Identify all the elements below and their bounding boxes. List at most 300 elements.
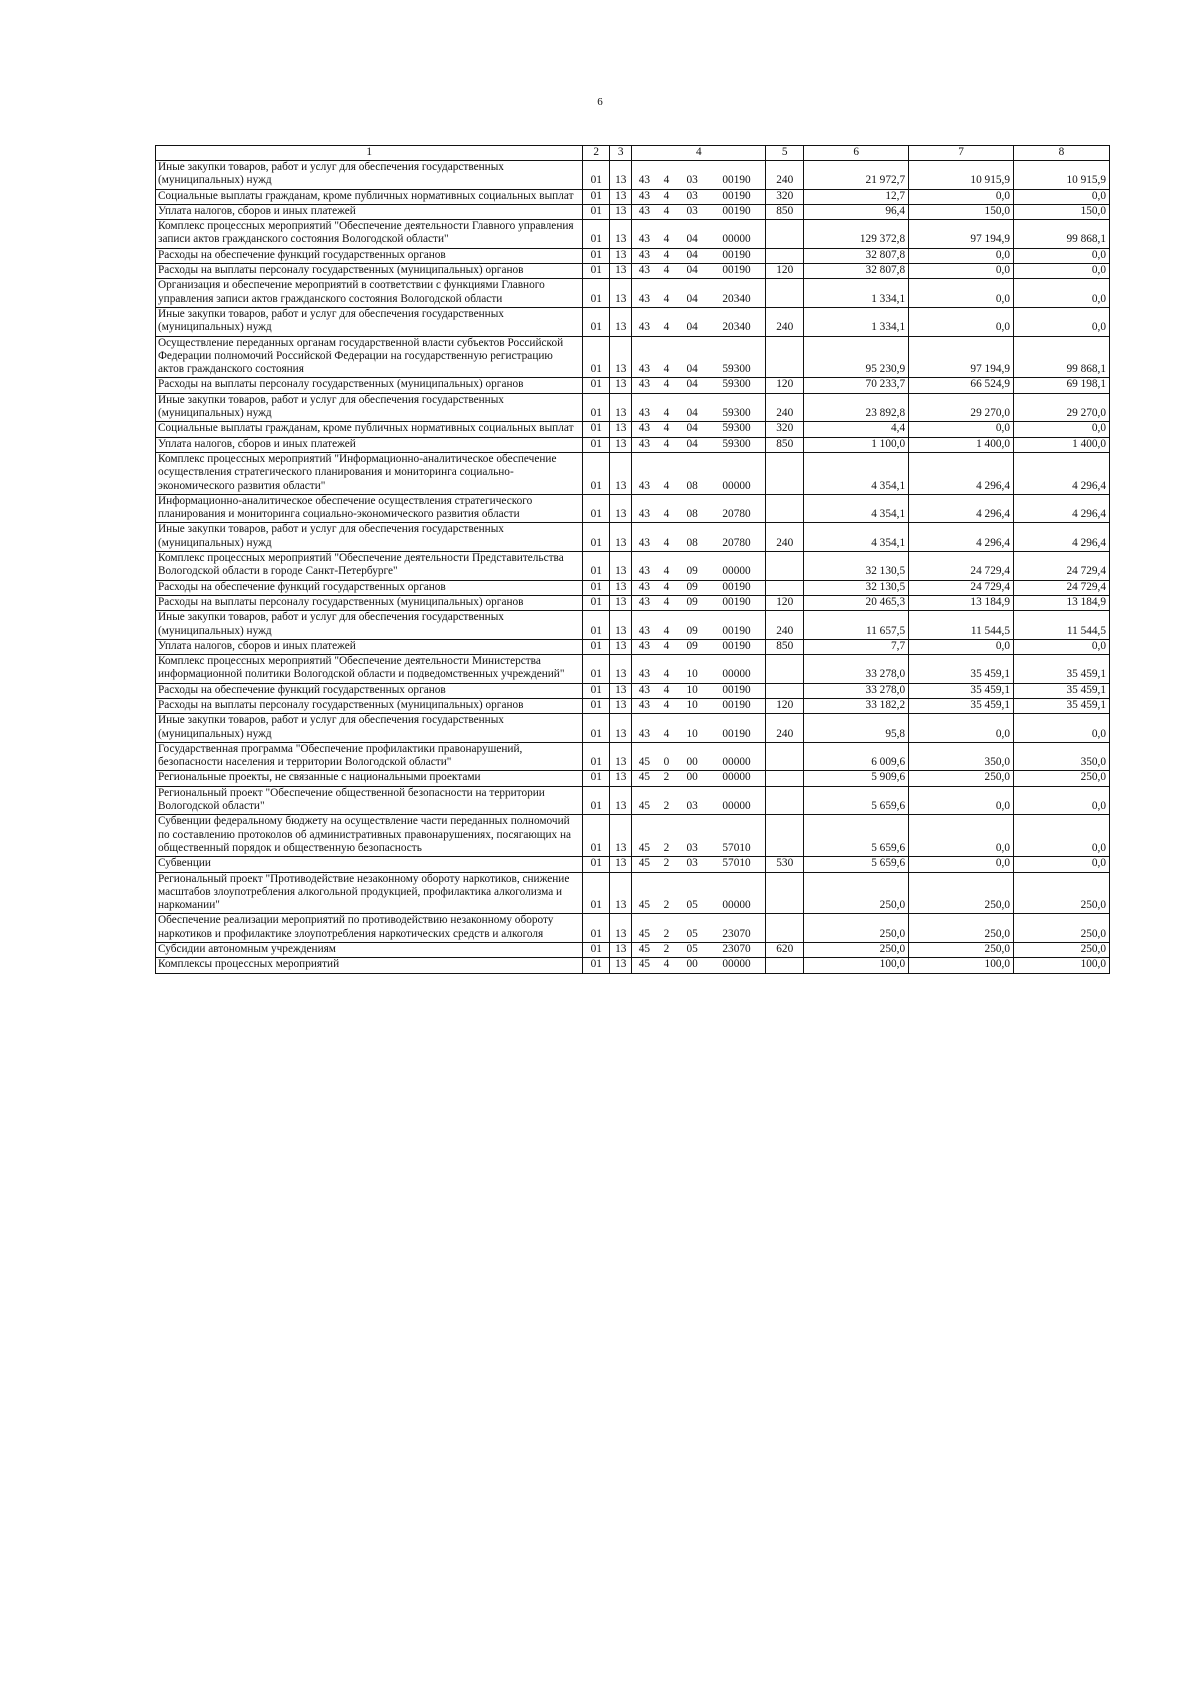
row-amount-col8: 0,0 <box>1013 815 1109 857</box>
row-code-expense-type <box>766 452 804 494</box>
row-code-expense-type: 240 <box>766 393 804 422</box>
row-amount-col8: 150,0 <box>1013 204 1109 219</box>
row-code-program: 43 <box>632 307 657 336</box>
row-code-direction: 00190 <box>708 595 766 610</box>
row-amount-col8: 0,0 <box>1013 422 1109 437</box>
row-code-program: 45 <box>632 742 657 771</box>
row-code-program: 43 <box>632 683 657 698</box>
row-code-program: 43 <box>632 336 657 378</box>
row-code-type: 2 <box>656 815 676 857</box>
row-code-type: 0 <box>656 742 676 771</box>
row-code-section: 01 <box>583 264 610 279</box>
row-amount-col6: 32 130,5 <box>804 552 909 581</box>
row-amount-col8: 0,0 <box>1013 857 1109 872</box>
row-code-section: 01 <box>583 494 610 523</box>
row-code-type: 2 <box>656 914 676 943</box>
row-amount-col8: 4 296,4 <box>1013 452 1109 494</box>
row-code-type: 2 <box>656 771 676 786</box>
row-code-type: 4 <box>656 552 676 581</box>
row-code-complex: 04 <box>677 437 708 452</box>
row-code-program: 43 <box>632 714 657 743</box>
row-amount-col6: 250,0 <box>804 872 909 914</box>
row-name: Уплата налогов, сборов и иных платежей <box>156 639 583 654</box>
row-code-type: 4 <box>656 452 676 494</box>
row-code-program: 43 <box>632 698 657 713</box>
row-amount-col7: 0,0 <box>909 279 1014 308</box>
row-amount-col8: 250,0 <box>1013 943 1109 958</box>
row-name: Расходы на выплаты персоналу государственных (муниципальных) органов <box>156 595 583 610</box>
row-amount-col6: 4 354,1 <box>804 494 909 523</box>
row-code-section: 01 <box>583 683 610 698</box>
table-row <box>156 580 1110 595</box>
row-code-subsection: 13 <box>610 857 632 872</box>
row-code-section: 01 <box>583 742 610 771</box>
row-code-type: 4 <box>656 264 676 279</box>
row-code-expense-type <box>766 220 804 249</box>
table-row <box>156 279 1110 308</box>
row-amount-col6: 11 657,5 <box>804 611 909 640</box>
header-col-6: 6 <box>804 146 909 161</box>
row-code-complex: 08 <box>677 452 708 494</box>
table-row <box>156 611 1110 640</box>
row-amount-col7: 250,0 <box>909 872 1014 914</box>
row-code-direction: 00190 <box>708 714 766 743</box>
row-code-direction: 59300 <box>708 336 766 378</box>
row-amount-col7: 1 400,0 <box>909 437 1014 452</box>
row-code-expense-type: 120 <box>766 595 804 610</box>
row-name: Организация и обеспечение мероприятий в соответствии с функциями Главного управления записи актов гражданского состояния Вологодской области <box>156 279 583 308</box>
table-row <box>156 189 1110 204</box>
row-code-direction: 00190 <box>708 204 766 219</box>
row-code-type: 2 <box>656 872 676 914</box>
row-code-expense-type <box>766 872 804 914</box>
row-code-direction: 59300 <box>708 422 766 437</box>
row-code-program: 43 <box>632 494 657 523</box>
row-code-program: 43 <box>632 639 657 654</box>
row-code-direction: 23070 <box>708 943 766 958</box>
row-code-direction: 00190 <box>708 611 766 640</box>
row-code-program: 43 <box>632 422 657 437</box>
row-code-expense-type: 120 <box>766 378 804 393</box>
row-amount-col6: 32 807,8 <box>804 264 909 279</box>
row-amount-col7: 100,0 <box>909 958 1014 973</box>
row-code-program: 43 <box>632 437 657 452</box>
row-name: Информационно-аналитическое обеспечение осуществления стратегического планирования и мониторинга социально-экономического развития области <box>156 494 583 523</box>
row-amount-col6: 129 372,8 <box>804 220 909 249</box>
table-row <box>156 786 1110 815</box>
row-name: Социальные выплаты гражданам, кроме публичных нормативных социальных выплат <box>156 422 583 437</box>
row-amount-col6: 95,8 <box>804 714 909 743</box>
row-code-program: 45 <box>632 771 657 786</box>
row-code-section: 01 <box>583 943 610 958</box>
row-code-type: 2 <box>656 786 676 815</box>
row-code-expense-type: 240 <box>766 611 804 640</box>
row-amount-col7: 0,0 <box>909 264 1014 279</box>
row-code-subsection: 13 <box>610 248 632 263</box>
row-code-program: 45 <box>632 872 657 914</box>
row-code-subsection: 13 <box>610 914 632 943</box>
row-code-type: 4 <box>656 437 676 452</box>
row-code-complex: 04 <box>677 422 708 437</box>
row-code-complex: 04 <box>677 393 708 422</box>
row-code-expense-type: 240 <box>766 714 804 743</box>
row-code-subsection: 13 <box>610 771 632 786</box>
row-code-section: 01 <box>583 279 610 308</box>
table-row <box>156 655 1110 684</box>
row-amount-col6: 20 465,3 <box>804 595 909 610</box>
row-code-subsection: 13 <box>610 552 632 581</box>
row-code-program: 43 <box>632 264 657 279</box>
row-code-subsection: 13 <box>610 494 632 523</box>
row-amount-col7: 4 296,4 <box>909 452 1014 494</box>
row-code-section: 01 <box>583 914 610 943</box>
row-code-complex: 05 <box>677 943 708 958</box>
row-code-subsection: 13 <box>610 336 632 378</box>
row-code-subsection: 13 <box>610 683 632 698</box>
row-code-type: 4 <box>656 189 676 204</box>
table-row <box>156 698 1110 713</box>
row-amount-col8: 99 868,1 <box>1013 220 1109 249</box>
row-code-complex: 09 <box>677 611 708 640</box>
row-code-section: 01 <box>583 815 610 857</box>
row-code-expense-type <box>766 279 804 308</box>
row-code-complex: 03 <box>677 786 708 815</box>
row-code-complex: 08 <box>677 494 708 523</box>
row-code-subsection: 13 <box>610 958 632 973</box>
row-name: Государственная программа "Обеспечение профилактики правонарушений, безопасности населения и территории Вологодской области" <box>156 742 583 771</box>
row-code-expense-type <box>766 552 804 581</box>
row-code-section: 01 <box>583 204 610 219</box>
row-amount-col6: 1 334,1 <box>804 307 909 336</box>
row-code-direction: 20780 <box>708 523 766 552</box>
table-row <box>156 857 1110 872</box>
row-amount-col7: 4 296,4 <box>909 523 1014 552</box>
table-row <box>156 958 1110 973</box>
row-code-expense-type <box>766 655 804 684</box>
row-code-section: 01 <box>583 248 610 263</box>
row-code-program: 43 <box>632 279 657 308</box>
row-amount-col7: 24 729,4 <box>909 552 1014 581</box>
row-name: Комплекс процессных мероприятий "Информационно-аналитическое обеспечение осуществления стратегического планирования и мониторинга социально-экономического развития области" <box>156 452 583 494</box>
header-col-1: 1 <box>156 146 583 161</box>
row-amount-col7: 0,0 <box>909 857 1014 872</box>
row-code-section: 01 <box>583 639 610 654</box>
row-amount-col8: 35 459,1 <box>1013 683 1109 698</box>
row-code-section: 01 <box>583 437 610 452</box>
row-name: Региональный проект "Противодействие незаконному обороту наркотиков, снижение масштабов злоупотребления алкогольной продукцией, профилактика алкоголизма и наркомании" <box>156 872 583 914</box>
row-code-subsection: 13 <box>610 655 632 684</box>
row-code-section: 01 <box>583 552 610 581</box>
table-row <box>156 393 1110 422</box>
row-amount-col7: 250,0 <box>909 914 1014 943</box>
table-row <box>156 523 1110 552</box>
row-code-direction: 00190 <box>708 264 766 279</box>
row-code-complex: 04 <box>677 264 708 279</box>
row-code-complex: 04 <box>677 220 708 249</box>
row-code-expense-type: 850 <box>766 437 804 452</box>
table-row <box>156 336 1110 378</box>
row-code-type: 4 <box>656 595 676 610</box>
row-code-type: 4 <box>656 698 676 713</box>
row-code-expense-type: 240 <box>766 307 804 336</box>
row-amount-col7: 24 729,4 <box>909 580 1014 595</box>
row-code-subsection: 13 <box>610 742 632 771</box>
row-amount-col7: 350,0 <box>909 742 1014 771</box>
row-amount-col8: 24 729,4 <box>1013 552 1109 581</box>
row-code-complex: 04 <box>677 248 708 263</box>
row-code-complex: 00 <box>677 771 708 786</box>
table-row <box>156 914 1110 943</box>
row-amount-col6: 21 972,7 <box>804 161 909 190</box>
row-amount-col6: 1 334,1 <box>804 279 909 308</box>
row-amount-col8: 13 184,9 <box>1013 595 1109 610</box>
row-name: Расходы на обеспечение функций государственных органов <box>156 683 583 698</box>
row-code-program: 45 <box>632 914 657 943</box>
row-amount-col6: 70 233,7 <box>804 378 909 393</box>
row-amount-col6: 4,4 <box>804 422 909 437</box>
row-code-program: 43 <box>632 248 657 263</box>
row-code-complex: 04 <box>677 307 708 336</box>
row-code-subsection: 13 <box>610 393 632 422</box>
row-code-expense-type: 620 <box>766 943 804 958</box>
row-name: Иные закупки товаров, работ и услуг для обеспечения государственных (муниципальных) нужд <box>156 307 583 336</box>
row-code-program: 43 <box>632 452 657 494</box>
row-amount-col7: 0,0 <box>909 815 1014 857</box>
table-row <box>156 595 1110 610</box>
table-row <box>156 639 1110 654</box>
row-code-complex: 03 <box>677 204 708 219</box>
row-amount-col7: 0,0 <box>909 639 1014 654</box>
row-code-direction: 00190 <box>708 189 766 204</box>
row-code-program: 43 <box>632 220 657 249</box>
row-code-complex: 08 <box>677 523 708 552</box>
row-amount-col7: 35 459,1 <box>909 655 1014 684</box>
row-amount-col8: 0,0 <box>1013 714 1109 743</box>
row-code-direction: 20340 <box>708 279 766 308</box>
row-amount-col8: 250,0 <box>1013 872 1109 914</box>
table-row <box>156 494 1110 523</box>
row-code-program: 43 <box>632 378 657 393</box>
row-code-complex: 00 <box>677 958 708 973</box>
row-amount-col8: 100,0 <box>1013 958 1109 973</box>
row-amount-col7: 35 459,1 <box>909 698 1014 713</box>
row-amount-col8: 250,0 <box>1013 771 1109 786</box>
row-amount-col6: 5 659,6 <box>804 786 909 815</box>
row-amount-col7: 0,0 <box>909 422 1014 437</box>
row-code-type: 4 <box>656 639 676 654</box>
row-code-type: 4 <box>656 279 676 308</box>
row-code-direction: 00190 <box>708 698 766 713</box>
row-amount-col8: 10 915,9 <box>1013 161 1109 190</box>
row-code-direction: 00000 <box>708 872 766 914</box>
row-code-expense-type: 850 <box>766 204 804 219</box>
row-code-complex: 05 <box>677 872 708 914</box>
row-code-type: 2 <box>656 943 676 958</box>
row-amount-col6: 5 909,6 <box>804 771 909 786</box>
row-name: Обеспечение реализации мероприятий по противодействию незаконному обороту наркотиков и профилактике злоупотребления наркотических средств и алкоголя <box>156 914 583 943</box>
row-code-program: 45 <box>632 943 657 958</box>
row-code-section: 01 <box>583 786 610 815</box>
row-code-section: 01 <box>583 523 610 552</box>
header-col-2: 2 <box>583 146 610 161</box>
row-name: Субсидии автономным учреждениям <box>156 943 583 958</box>
row-code-complex: 09 <box>677 639 708 654</box>
row-code-section: 01 <box>583 714 610 743</box>
row-amount-col8: 0,0 <box>1013 279 1109 308</box>
row-amount-col7: 0,0 <box>909 786 1014 815</box>
table-row <box>156 307 1110 336</box>
row-code-section: 01 <box>583 393 610 422</box>
row-code-section: 01 <box>583 857 610 872</box>
row-code-type: 4 <box>656 655 676 684</box>
row-code-type: 4 <box>656 204 676 219</box>
header-col-5: 5 <box>766 146 804 161</box>
row-code-program: 43 <box>632 189 657 204</box>
table-row <box>156 248 1110 263</box>
row-code-complex: 10 <box>677 655 708 684</box>
row-code-program: 43 <box>632 161 657 190</box>
row-amount-col8: 1 400,0 <box>1013 437 1109 452</box>
row-amount-col7: 0,0 <box>909 307 1014 336</box>
row-code-type: 4 <box>656 307 676 336</box>
row-amount-col7: 10 915,9 <box>909 161 1014 190</box>
row-code-section: 01 <box>583 189 610 204</box>
row-code-program: 45 <box>632 815 657 857</box>
row-code-subsection: 13 <box>610 422 632 437</box>
row-code-complex: 03 <box>677 189 708 204</box>
row-name: Расходы на выплаты персоналу государственных (муниципальных) органов <box>156 698 583 713</box>
row-amount-col6: 33 182,2 <box>804 698 909 713</box>
row-code-direction: 00190 <box>708 639 766 654</box>
row-code-expense-type: 320 <box>766 189 804 204</box>
row-amount-col8: 69 198,1 <box>1013 378 1109 393</box>
table-row <box>156 552 1110 581</box>
table-row <box>156 872 1110 914</box>
row-amount-col7: 0,0 <box>909 248 1014 263</box>
row-code-type: 4 <box>656 220 676 249</box>
row-code-subsection: 13 <box>610 815 632 857</box>
row-code-expense-type <box>766 958 804 973</box>
row-code-type: 4 <box>656 714 676 743</box>
row-amount-col7: 250,0 <box>909 943 1014 958</box>
row-name: Региональные проекты, не связанные с национальными проектами <box>156 771 583 786</box>
header-col-3: 3 <box>610 146 632 161</box>
row-code-subsection: 13 <box>610 307 632 336</box>
row-code-type: 4 <box>656 248 676 263</box>
row-name: Расходы на обеспечение функций государственных органов <box>156 248 583 263</box>
row-amount-col8: 29 270,0 <box>1013 393 1109 422</box>
row-code-expense-type <box>766 815 804 857</box>
row-code-direction: 00000 <box>708 220 766 249</box>
row-code-expense-type: 320 <box>766 422 804 437</box>
row-code-direction: 23070 <box>708 914 766 943</box>
row-code-program: 43 <box>632 655 657 684</box>
row-code-subsection: 13 <box>610 378 632 393</box>
row-code-complex: 09 <box>677 595 708 610</box>
table-row <box>156 264 1110 279</box>
row-amount-col6: 6 009,6 <box>804 742 909 771</box>
row-code-subsection: 13 <box>610 437 632 452</box>
row-amount-col7: 29 270,0 <box>909 393 1014 422</box>
budget-table <box>155 145 1110 974</box>
row-code-expense-type <box>766 248 804 263</box>
row-amount-col7: 97 194,9 <box>909 336 1014 378</box>
row-code-section: 01 <box>583 161 610 190</box>
row-code-type: 4 <box>656 958 676 973</box>
row-code-expense-type <box>766 771 804 786</box>
table-row <box>156 452 1110 494</box>
row-code-subsection: 13 <box>610 611 632 640</box>
row-code-section: 01 <box>583 595 610 610</box>
row-name: Комплекс процессных мероприятий "Обеспечение деятельности Министерства информационной политики Вологодской области и подведомственных учреждений" <box>156 655 583 684</box>
row-code-expense-type: 120 <box>766 264 804 279</box>
row-amount-col7: 150,0 <box>909 204 1014 219</box>
row-name: Расходы на выплаты персоналу государственных (муниципальных) органов <box>156 264 583 279</box>
row-code-program: 45 <box>632 958 657 973</box>
header-col-4: 4 <box>632 146 766 161</box>
row-code-direction: 20780 <box>708 494 766 523</box>
row-code-expense-type <box>766 580 804 595</box>
row-amount-col6: 4 354,1 <box>804 452 909 494</box>
row-code-direction: 00000 <box>708 452 766 494</box>
row-amount-col7: 66 524,9 <box>909 378 1014 393</box>
table-row <box>156 220 1110 249</box>
row-name: Комплекс процессных мероприятий "Обеспечение деятельности Главного управления записи актов гражданского состояния Вологодской области" <box>156 220 583 249</box>
row-amount-col6: 33 278,0 <box>804 683 909 698</box>
row-code-section: 01 <box>583 771 610 786</box>
row-name: Иные закупки товаров, работ и услуг для обеспечения государственных (муниципальных) нужд <box>156 161 583 190</box>
row-code-section: 01 <box>583 611 610 640</box>
row-code-complex: 04 <box>677 279 708 308</box>
row-name: Комплексы процессных мероприятий <box>156 958 583 973</box>
row-name: Иные закупки товаров, работ и услуг для обеспечения государственных (муниципальных) нужд <box>156 523 583 552</box>
row-code-type: 4 <box>656 393 676 422</box>
row-code-subsection: 13 <box>610 639 632 654</box>
row-code-direction: 00000 <box>708 786 766 815</box>
row-code-subsection: 13 <box>610 943 632 958</box>
row-amount-col7: 11 544,5 <box>909 611 1014 640</box>
row-code-program: 43 <box>632 204 657 219</box>
row-amount-col6: 96,4 <box>804 204 909 219</box>
row-code-subsection: 13 <box>610 872 632 914</box>
row-code-complex: 10 <box>677 683 708 698</box>
row-code-section: 01 <box>583 220 610 249</box>
row-code-type: 4 <box>656 336 676 378</box>
row-code-direction: 00000 <box>708 552 766 581</box>
row-amount-col6: 32 130,5 <box>804 580 909 595</box>
row-code-complex: 03 <box>677 815 708 857</box>
row-name: Уплата налогов, сборов и иных платежей <box>156 437 583 452</box>
row-name: Комплекс процессных мероприятий "Обеспечение деятельности Представительства Вологодской области в городе Санкт-Петербурге" <box>156 552 583 581</box>
row-code-program: 45 <box>632 857 657 872</box>
row-amount-col8: 4 296,4 <box>1013 523 1109 552</box>
row-amount-col8: 0,0 <box>1013 189 1109 204</box>
row-name: Уплата налогов, сборов и иных платежей <box>156 204 583 219</box>
row-code-subsection: 13 <box>610 189 632 204</box>
row-code-subsection: 13 <box>610 698 632 713</box>
row-amount-col7: 97 194,9 <box>909 220 1014 249</box>
row-code-complex: 05 <box>677 914 708 943</box>
row-code-section: 01 <box>583 655 610 684</box>
row-code-subsection: 13 <box>610 523 632 552</box>
row-amount-col7: 35 459,1 <box>909 683 1014 698</box>
row-amount-col6: 1 100,0 <box>804 437 909 452</box>
table-row <box>156 683 1110 698</box>
row-code-expense-type: 530 <box>766 857 804 872</box>
row-code-direction: 57010 <box>708 815 766 857</box>
table-row <box>156 815 1110 857</box>
row-code-direction: 59300 <box>708 437 766 452</box>
